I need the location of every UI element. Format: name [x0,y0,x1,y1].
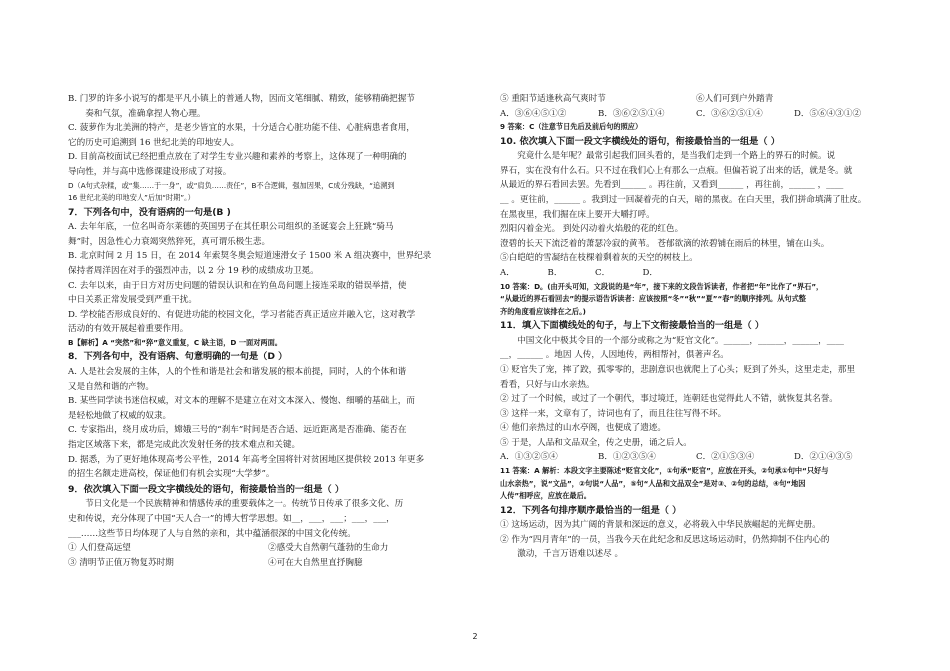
choice-item: B．③⑥②⑤①④ [598,108,665,119]
answer-note: 山水亲热”，说“文品”，②句说“人品”，⑤句“人品和文品双全”是对③、②句的总结，④句“地因 [500,478,806,488]
text-line: 界石，实在没有什么石。只不过在我们心上有那么一点痕。但偏若说了出来的话，就是冬。就 [500,165,853,176]
answer-note: “从最近的界石看回去”的提示语告诉读者：应该按照“冬”“秋”“夏”“春”的顺序排列。从句式整 [500,294,806,304]
text-line: 史和传说，充分体现了中国“天人合一”的博大哲学思想。如__，___，___；___，___， [68,513,395,524]
choice-item: D．⑤⑥④③①② [794,108,862,119]
text-line: C. 菠萝作为北美洲的特产，是老少皆宜的水果，十分适合心脏功能不佳、心脏病患者食用， [68,123,415,134]
text-line: 舞”时，因急性心力衰竭突然猝死，真可谓乐极生悲。 [68,236,271,247]
text-line: 保持者周洋因在对手的强烈冲击，以 2 分 19 秒的成绩成功卫冕。 [68,265,319,276]
text-line: ① 贬官失了宠，摔了跤，孤零零的，悲剧意识也就爬上了心头；贬到了外头，这里走走，那里 [500,364,856,375]
text-line: D. 目前高校面试已经把重点放在了对学生专业兴趣和素养的考察上，这体现了一种明确的 [68,152,407,163]
option-item: ④可在大自然里直抒胸臆 [268,557,363,568]
option-item: ⑥人们可到户外踏青 [696,94,774,104]
text-line: C. 专家指出，绕月成功后，嫦娥三号的“刹车”时间是否合适、远近距离是否准确、能否在 [68,425,407,436]
answer-note: 10 答案：D。(由开头可知，文段说的是“年”，接下来的文段告诉读者，作者把“年”比作了“界石”， [500,281,824,291]
right-column [500,92,892,562]
option-item: ③ 清明节正值万物复苏时期 [68,557,174,568]
answer-note: 齐的角度看应该排在之后。) [500,306,586,316]
answer-note: 16 世纪北美的印地安人”后加“时期”。） [68,193,195,203]
choice-item: C．③⑥②⑤①④ [696,108,763,119]
text-line: 激动，千言万语难以述尽 。 [517,549,624,560]
question-9-options-cont [500,92,892,107]
text-line: 活动的有效开展起着重要作用。 [68,324,189,335]
question-10-choices [500,266,690,281]
choice-item: C．②①⑤③④ [696,452,755,463]
text-line: 奏和气氛，准确拿捏人物心理。 [85,108,206,119]
text-line: B. 某些同学读书迷信权威，对文本的理解不是建立在对文本深入、慢饱、细嚼的基础上，而 [68,396,415,407]
text-line: 中日关系正常发展受到严重干扰。 [68,295,197,306]
text-line: 又是自然和谐的产物。 [68,381,154,392]
page-number: 2 [472,632,478,641]
choice-item: D．②①④③⑤ [794,452,853,463]
question-12-title: 12．下列各句排序顺序最恰当的一组是（ ） [500,504,682,516]
question-11-title: 11．填入下面横线处的句子，与上下文衔接最恰当的一组是（ ） [500,320,765,332]
choice-item: C． [595,268,611,279]
text-line: ⑤ 于是，人品和文品双全，传之史册，诵之后人。 [500,437,692,448]
option-item: ⑤ 重阳节适逢秋高气爽时节 [500,94,606,104]
question-7-title: 7．下列各句中，没有语病的一句是(B ) [68,206,231,218]
text-line: 澄碧的长天下流泛着的萧瑟冷寂的黄苇。 苍郁欲滴的浓碧铺在雨后的林里，铺在山头。 [500,238,830,249]
answer-note: D（A句式杂糅，或“集……于一身”，或“肩负……责任”，B不合逻辑，强加因果，C成分残缺，“追溯到 [68,180,395,190]
text-line: C. 去年以来，由于日方对历史问题的错误认识和在钓鱼岛问题上接连采取的错误举措，使 [68,280,407,291]
text-line: 从最近的界石看回去罢。先看到______ 。再往前，又看到______ ，再往前，______ ，____ [500,180,844,191]
option-item: ②感受大自然朝气蓬勃的生命力 [268,543,389,554]
question-11-choices [500,450,892,465]
text-line: B. 北京时间 2 月 15 日，在 2014 年索契冬奥会短道速滑女子 1500 米 A 组决赛中，世界纪录 [68,251,432,262]
left-column [68,92,468,570]
text-line: ① 这场运动，因为其广阔的背景和深远的意义，必将载入中华民族崛起的光辉史册。 [500,520,821,531]
option-item: ① 人们登高远望 [68,543,131,554]
text-line: 它的历史可追溯到 16 世纪北美的印地安人。 [68,137,240,148]
text-line: A. 去年年底，一位名叫奇尔莱德的英国男子在其任职公司组织的圣诞宴会上狂跳“骑马 [68,222,394,233]
text-line: A. 人是社会发展的主体，人的个性和谐是社会和谐发展的根本前提，同时，人的个体和谐 [68,367,407,377]
text-line: 究竟什么是年呢？最常引起我们回头看的，是当我们走到一个路上的界石的时候。说 [517,151,836,162]
question-9-options [68,541,468,570]
answer-note: 11 答案：A 解析：本段文字主要陈述“贬官文化”，①句承“贬官”，应放在开头，②句承①句中“只好与 [500,466,829,476]
text-line: 的招生名额走进高校，保证他们有机会实现“大学梦”。 [68,469,275,480]
answer-note: B【解析】A “突然”和“猝”意义重复，C 缺主语，D 一面对两面。 [68,337,282,347]
text-line: 看看，只好与山水亲热。 [500,379,595,390]
text-line: D. 学校能否形成良好的、有促进功能的校园文化，学习者能否真正适应并融入它，这对教学 [68,309,416,320]
text-line: ___……这些节日均体现了人与自然的亲和，其中蕴涵很深的中国文化传统。 [68,528,356,539]
text-line: B. 门罗的许多小说写的都是平凡小镇上的普通人物，因而文笔细腻、精致，能够精确把握节 [68,94,415,104]
text-line: 在黑夜里，我们掘在床上要开大嚼打呼。 [500,209,655,220]
text-line: 中国文化中极其令目的一个部分或称之为“贬官文化”。______，______，______，____ [517,335,844,346]
text-line: 是轻松地做了权威的奴隶。 [68,410,172,421]
text-line: __，______ 。地因 人传，人因地传，两相帮衬，俱著声名。 [500,350,729,361]
text-line: D. 据悉，为了更好地体现高考公平性，2014 年高考全国将针对贫困地区提供较 2013 年更多 [68,454,425,465]
text-line: __ 。更往前，______ 。我到过一回凝着壳的白天，暗的黑夜。在白天里，我们拼命填满了肚皮。 [500,195,867,206]
text-line: ⑤白皑皑的雪凝结在枝棵着剩着灰的天空的树枝上。 [500,253,698,264]
choice-item: B．①②③⑤④ [598,452,656,463]
choice-item: D． [642,268,658,279]
question-9-choices [500,107,892,122]
choice-item: A．①③②⑤④ [500,452,558,463]
question-8-title: 8．下列各句中，没有语病、句意明确的一句是（D ） [68,351,288,363]
choice-item: B． [547,268,563,279]
choice-item: A．③⑥④⑤①② [500,108,567,119]
question-9-title: 9．依次填入下面一段文字横线处的语句，衔接最恰当的一组是（ ） [68,483,345,495]
text-line: 节日文化是一个民族精神和情感传承的重要载体之一。传统节日传承了很多文化、历 [85,499,404,510]
text-line: ③ 这样一来，文章有了，诗词也有了，而且往往写得不坏。 [500,408,727,419]
choice-item: A． [500,268,515,279]
text-line: 指定区域落下来，都是完成此次发射任务的技术难点和关键。 [68,439,301,450]
text-line: 烈阳闪着金光。 到处闪动着火焰般的花的红色。 [500,224,684,235]
text-line: ② 过了一个时候，或过了一个朝代，事过境迁，连朝廷也觉得此人不错，就恢复其名誉。 [500,394,838,405]
text-line: ② 作为“四月青年”的一员，当我今天在此纪念和反思这场运动时，仍然抑制不住内心的 [500,534,830,545]
question-10-title: 10. 依次填入下面一段文字横线处的语句，衔接最恰当的一组是（ ） [500,135,780,147]
text-line: ④ 他们亲热过的山水亭阁，也便成了遗迹。 [500,423,667,434]
text-line: 导向性，并与高中选修课建设形成了对接。 [68,166,232,177]
answer-note: 人传”相呼应，应放在最后。 [500,491,591,501]
answer-note: 9 答案：C（注意节日先后及前后句的照应） [500,122,643,132]
